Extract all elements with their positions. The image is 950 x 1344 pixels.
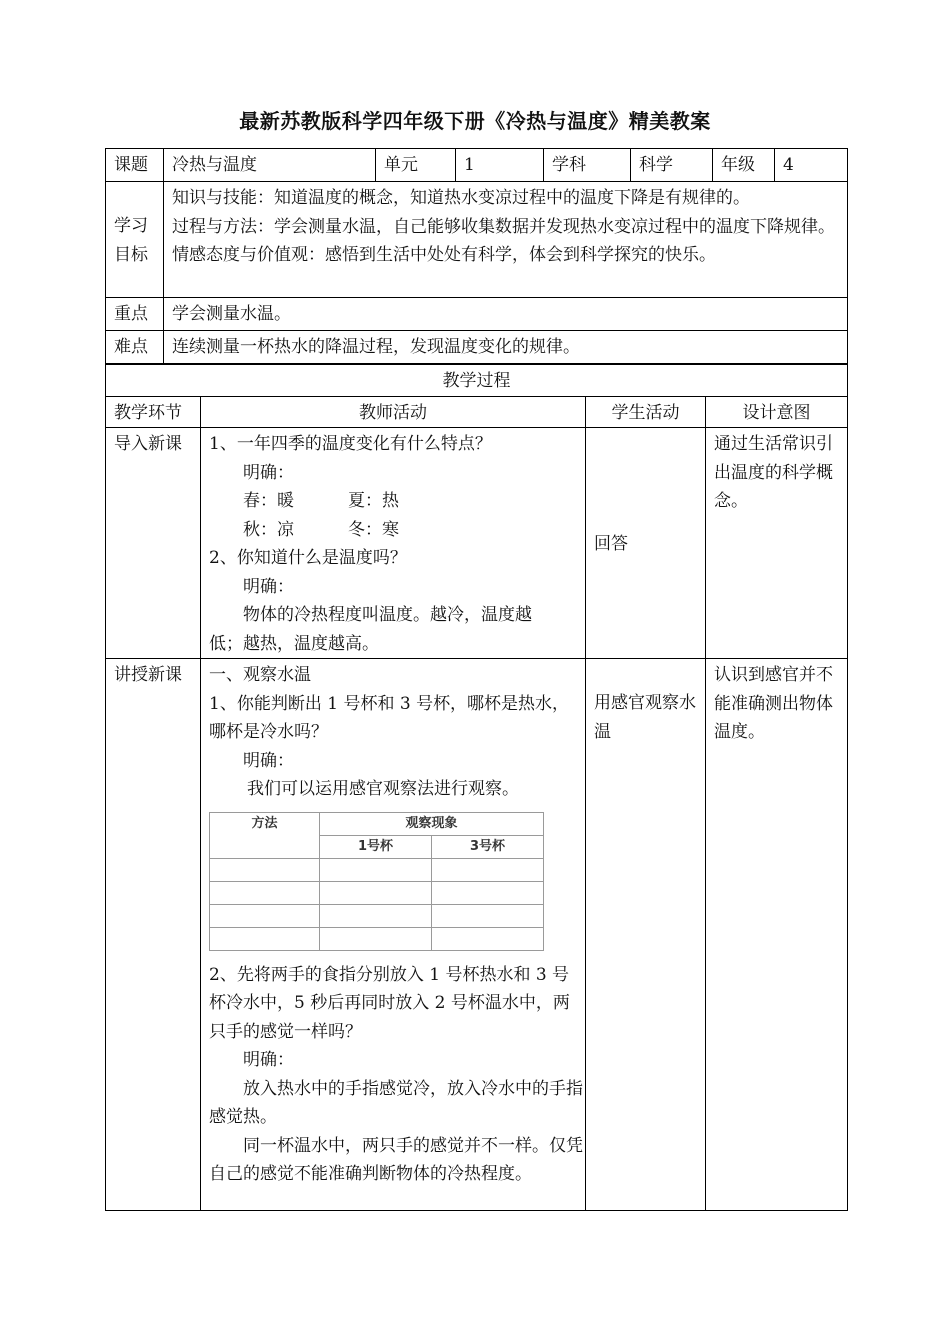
goals-label: [106, 182, 164, 298]
obs-empty-cell: [432, 858, 544, 881]
col-intent: 设计意图: [706, 396, 848, 428]
intro-teacher: [201, 428, 586, 659]
lesson-info-table: [105, 148, 848, 364]
obs-method-header: 方法: [210, 812, 320, 858]
subject-value: 科学: [631, 149, 713, 182]
obs-empty-cell: [210, 858, 320, 881]
key-label: 重点: [106, 298, 164, 331]
obs-empty-cell: [432, 927, 544, 950]
goal-attitude: 情感态度与价值观：感悟到生活中处处有科学，体会到科学探究的快乐。: [172, 245, 716, 265]
intro-clear2: 明确：: [243, 576, 294, 597]
obs-empty-cell: [210, 881, 320, 904]
difficulty-value: 连续测量一杯热水的降温过程，发现温度变化的规律。: [164, 331, 848, 364]
unit-value: 1: [456, 149, 544, 182]
teach-q2: 2、先将两手的食指分别放入 1 号杯热水和 3 号杯冷水中，5 秒后再同时放入 2 号杯温水中，两只手的感觉一样吗？: [209, 964, 570, 1042]
teach-method-line: 我们可以运用感官观察法进行观察。: [247, 779, 519, 799]
intro-q2: 2、你知道什么是温度吗？: [209, 548, 407, 568]
teach-intent: 认识到感官并不能准确测出物体温度。: [706, 659, 848, 1211]
obs-empty-cell: [432, 881, 544, 904]
goals-label-text: 学习目标: [114, 216, 148, 265]
observation-table: [209, 812, 544, 951]
goal-knowledge: 知识与技能：知道温度的概念，知道热水变凉过程中的温度下降是有规律的。: [172, 188, 750, 208]
intro-q1: 1、一年四季的温度变化有什么特点？: [209, 434, 492, 454]
intro-answer-b: 低；越热，温度越高。: [209, 633, 379, 654]
process-header: 教学过程: [106, 365, 848, 397]
col-student: 学生活动: [586, 396, 706, 428]
teach-clear1: 明确：: [243, 750, 294, 771]
teach-q1: 1、你能判断出 1 号杯和 3 号杯，哪杯是热水，哪杯是冷水吗？: [209, 693, 570, 742]
teaching-process-table: [105, 364, 848, 1211]
obs-empty-cell: [320, 904, 432, 927]
subject-label: 学科: [544, 149, 631, 182]
intro-stage: 导入新课: [106, 428, 201, 659]
grade-value: 4: [775, 149, 848, 182]
col-stage: 教学环节: [106, 396, 201, 428]
goal-process: 过程与方法：学会测量水温，自己能够收集数据并发现热水变凉过程中的温度下降规律。: [172, 216, 835, 237]
obs-cup1-header: 1号杯: [320, 835, 432, 858]
teach-clear2: 明确：: [243, 1050, 294, 1070]
goals-content: [164, 182, 848, 298]
col-teacher: 教师活动: [201, 396, 586, 428]
obs-empty-cell: [210, 904, 320, 927]
intro-seasons-a: 春：暖 夏：热: [243, 491, 400, 511]
teach-student: [586, 659, 706, 1211]
intro-seasons-b: 秋：凉 冬：寒: [243, 519, 400, 540]
obs-empty-cell: [320, 927, 432, 950]
difficulty-label: 难点: [106, 331, 164, 364]
key-value: 学会测量水温。: [164, 298, 848, 331]
intro-clear1: 明确：: [243, 462, 294, 483]
intro-answer-a: 物体的冷热程度叫温度。越冷，温度越: [243, 605, 532, 625]
grade-label: 年级: [713, 149, 775, 182]
teach-teacher: [201, 659, 586, 1211]
teach-stage: 讲授新课: [106, 659, 201, 1211]
obs-empty-cell: [320, 858, 432, 881]
intro-intent: 通过生活常识引出温度的科学概念。: [706, 428, 848, 659]
unit-label: 单元: [376, 149, 456, 182]
obs-empty-cell: [320, 881, 432, 904]
obs-empty-cell: [210, 927, 320, 950]
teach-answer-a: 放入热水中的手指感觉冷，放入冷水中的手指感觉热。: [209, 1078, 583, 1127]
obs-phenomenon-header: 观察现象: [320, 812, 544, 835]
topic-label: 课题: [106, 149, 164, 182]
teach-student-text: 用感官观察水温: [594, 693, 696, 742]
obs-cup3-header: 3号杯: [432, 835, 544, 858]
page-title: 最新苏教版科学四年级下册《冷热与温度》精美教案: [239, 109, 711, 133]
topic-value: 冷热与温度: [164, 149, 376, 182]
teach-answer-b: 同一杯温水中，两只手的感觉并不一样。仅凭自己的感觉不能准确判断物体的冷热程度。: [209, 1135, 583, 1184]
obs-empty-cell: [432, 904, 544, 927]
teach-section: 一、观察水温: [209, 665, 311, 685]
intro-student: 回答: [586, 428, 706, 659]
